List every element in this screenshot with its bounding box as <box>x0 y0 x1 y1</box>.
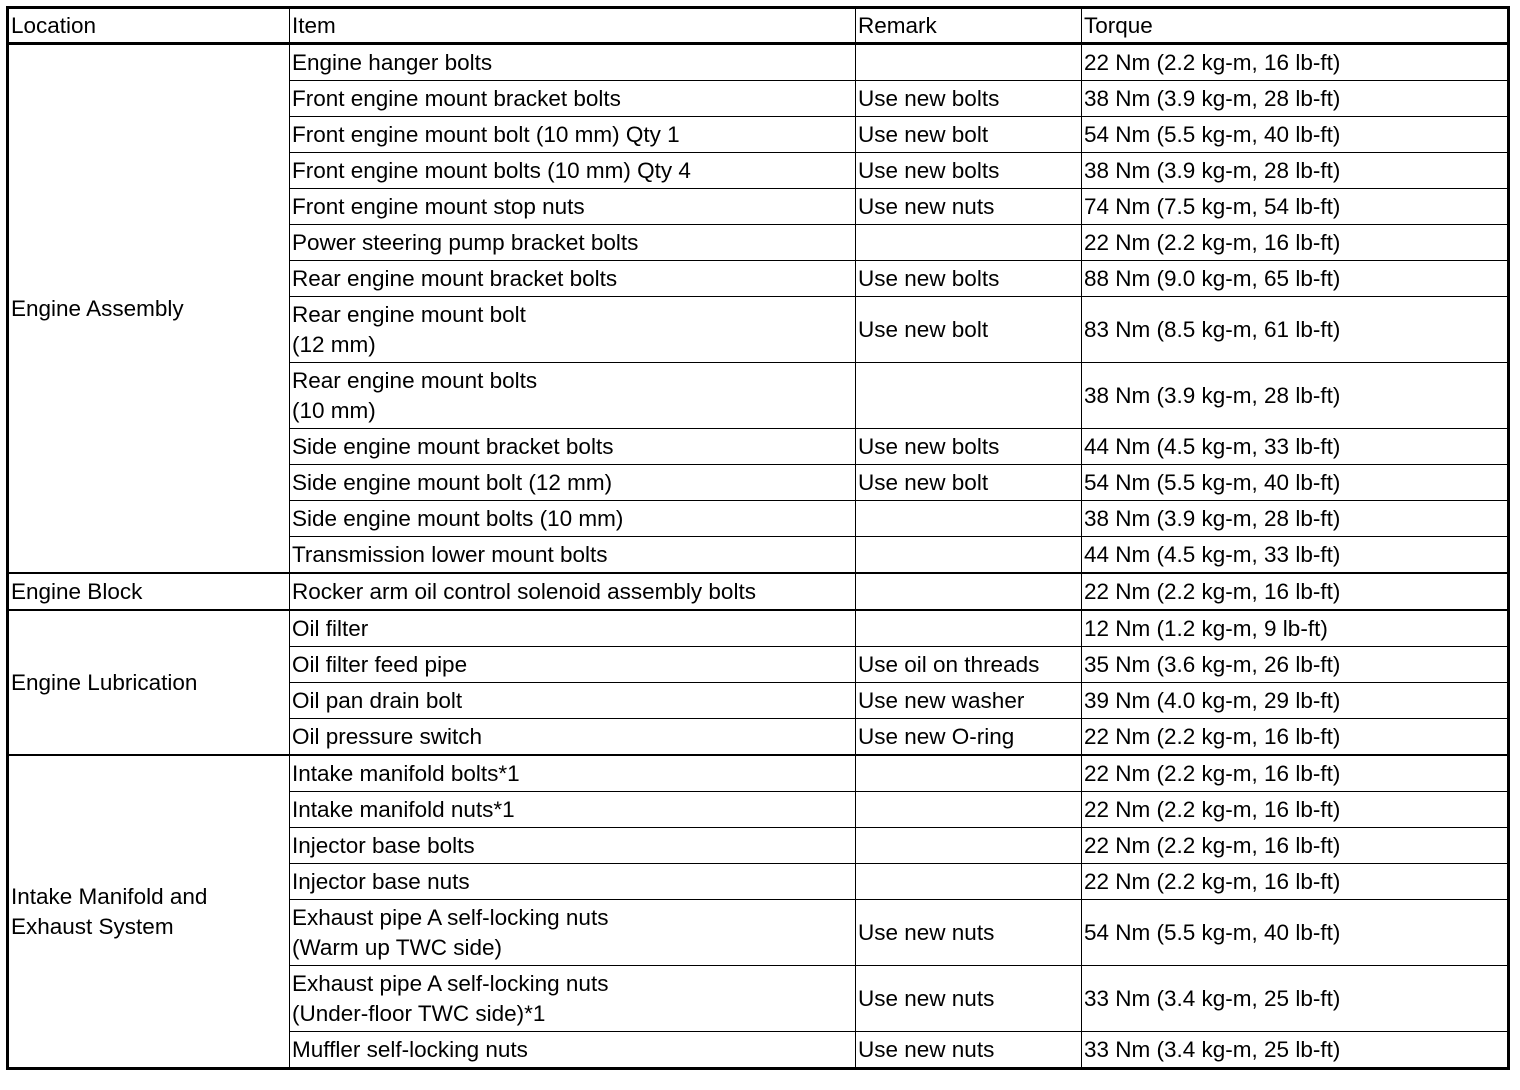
torque-cell: 12 Nm (1.2 kg-m, 9 lb-ft) <box>1082 610 1509 647</box>
remark-cell <box>856 828 1082 864</box>
table-row <box>8 610 1509 647</box>
item-cell: Oil pressure switch <box>290 719 856 756</box>
table-row <box>8 44 1509 81</box>
item-cell: Side engine mount bracket bolts <box>290 429 856 465</box>
torque-cell: 44 Nm (4.5 kg-m, 33 lb-ft) <box>1082 537 1509 574</box>
remark-cell <box>856 501 1082 537</box>
remark-cell: Use new nuts <box>856 966 1082 1032</box>
table-row <box>8 755 1509 792</box>
torque-cell: 22 Nm (2.2 kg-m, 16 lb-ft) <box>1082 225 1509 261</box>
remark-cell: Use new nuts <box>856 900 1082 966</box>
header-location: Location <box>8 8 290 44</box>
torque-cell: 22 Nm (2.2 kg-m, 16 lb-ft) <box>1082 719 1509 756</box>
item-cell: Rear engine mount bracket bolts <box>290 261 856 297</box>
remark-cell: Use new bolt <box>856 117 1082 153</box>
header-item: Item <box>290 8 856 44</box>
remark-cell <box>856 864 1082 900</box>
item-cell: Injector base bolts <box>290 828 856 864</box>
item-cell: Intake manifold nuts*1 <box>290 792 856 828</box>
item-cell: Oil pan drain bolt <box>290 683 856 719</box>
item-cell: Rear engine mount bolts (10 mm) <box>290 363 856 429</box>
item-cell: Front engine mount bolt (10 mm) Qty 1 <box>290 117 856 153</box>
torque-cell: 22 Nm (2.2 kg-m, 16 lb-ft) <box>1082 792 1509 828</box>
item-cell: Front engine mount bracket bolts <box>290 81 856 117</box>
remark-cell: Use new bolts <box>856 429 1082 465</box>
torque-cell: 44 Nm (4.5 kg-m, 33 lb-ft) <box>1082 429 1509 465</box>
item-cell: Injector base nuts <box>290 864 856 900</box>
header-torque: Torque <box>1082 8 1509 44</box>
item-cell: Engine hanger bolts <box>290 44 856 81</box>
torque-cell: 54 Nm (5.5 kg-m, 40 lb-ft) <box>1082 465 1509 501</box>
item-cell: Exhaust pipe A self-locking nuts (Warm up TWC side) <box>290 900 856 966</box>
torque-cell: 38 Nm (3.9 kg-m, 28 lb-ft) <box>1082 81 1509 117</box>
item-cell: Intake manifold bolts*1 <box>290 755 856 792</box>
torque-cell: 22 Nm (2.2 kg-m, 16 lb-ft) <box>1082 828 1509 864</box>
remark-cell: Use new washer <box>856 683 1082 719</box>
remark-cell <box>856 755 1082 792</box>
item-cell: Muffler self-locking nuts <box>290 1032 856 1069</box>
torque-cell: 33 Nm (3.4 kg-m, 25 lb-ft) <box>1082 966 1509 1032</box>
item-cell: Oil filter <box>290 610 856 647</box>
torque-cell: 54 Nm (5.5 kg-m, 40 lb-ft) <box>1082 900 1509 966</box>
location-cell: Engine Lubrication <box>8 610 290 755</box>
item-cell: Side engine mount bolts (10 mm) <box>290 501 856 537</box>
remark-cell: Use new nuts <box>856 1032 1082 1069</box>
table-body <box>8 44 1509 1069</box>
item-cell: Front engine mount stop nuts <box>290 189 856 225</box>
torque-spec-table <box>6 6 1510 1070</box>
torque-cell: 38 Nm (3.9 kg-m, 28 lb-ft) <box>1082 363 1509 429</box>
remark-cell: Use new bolts <box>856 153 1082 189</box>
remark-cell <box>856 610 1082 647</box>
torque-cell: 22 Nm (2.2 kg-m, 16 lb-ft) <box>1082 44 1509 81</box>
remark-cell <box>856 573 1082 610</box>
table-header <box>8 8 1509 44</box>
item-cell: Exhaust pipe A self-locking nuts (Under-floor TWC side)*1 <box>290 966 856 1032</box>
torque-cell: 88 Nm (9.0 kg-m, 65 lb-ft) <box>1082 261 1509 297</box>
header-row <box>8 8 1509 44</box>
remark-cell: Use oil on threads <box>856 647 1082 683</box>
item-cell: Front engine mount bolts (10 mm) Qty 4 <box>290 153 856 189</box>
torque-cell: 22 Nm (2.2 kg-m, 16 lb-ft) <box>1082 755 1509 792</box>
location-cell: Engine Block <box>8 573 290 610</box>
torque-cell: 39 Nm (4.0 kg-m, 29 lb-ft) <box>1082 683 1509 719</box>
torque-cell: 83 Nm (8.5 kg-m, 61 lb-ft) <box>1082 297 1509 363</box>
remark-cell <box>856 792 1082 828</box>
remark-cell <box>856 537 1082 574</box>
torque-cell: 33 Nm (3.4 kg-m, 25 lb-ft) <box>1082 1032 1509 1069</box>
remark-cell <box>856 363 1082 429</box>
header-remark: Remark <box>856 8 1082 44</box>
remark-cell: Use new bolt <box>856 297 1082 363</box>
remark-cell <box>856 44 1082 81</box>
item-cell: Power steering pump bracket bolts <box>290 225 856 261</box>
torque-cell: 38 Nm (3.9 kg-m, 28 lb-ft) <box>1082 501 1509 537</box>
item-cell: Rear engine mount bolt (12 mm) <box>290 297 856 363</box>
torque-cell: 22 Nm (2.2 kg-m, 16 lb-ft) <box>1082 573 1509 610</box>
remark-cell: Use new bolts <box>856 261 1082 297</box>
item-cell: Rocker arm oil control solenoid assembly bolts <box>290 573 856 610</box>
item-cell: Transmission lower mount bolts <box>290 537 856 574</box>
remark-cell: Use new bolts <box>856 81 1082 117</box>
item-cell: Side engine mount bolt (12 mm) <box>290 465 856 501</box>
remark-cell: Use new bolt <box>856 465 1082 501</box>
remark-cell: Use new nuts <box>856 189 1082 225</box>
torque-cell: 74 Nm (7.5 kg-m, 54 lb-ft) <box>1082 189 1509 225</box>
location-cell: Engine Assembly <box>8 44 290 574</box>
remark-cell <box>856 225 1082 261</box>
torque-cell: 35 Nm (3.6 kg-m, 26 lb-ft) <box>1082 647 1509 683</box>
location-cell: Intake Manifold and Exhaust System <box>8 755 290 1069</box>
table-row <box>8 573 1509 610</box>
torque-cell: 38 Nm (3.9 kg-m, 28 lb-ft) <box>1082 153 1509 189</box>
remark-cell: Use new O-ring <box>856 719 1082 756</box>
item-cell: Oil filter feed pipe <box>290 647 856 683</box>
torque-cell: 54 Nm (5.5 kg-m, 40 lb-ft) <box>1082 117 1509 153</box>
torque-cell: 22 Nm (2.2 kg-m, 16 lb-ft) <box>1082 864 1509 900</box>
